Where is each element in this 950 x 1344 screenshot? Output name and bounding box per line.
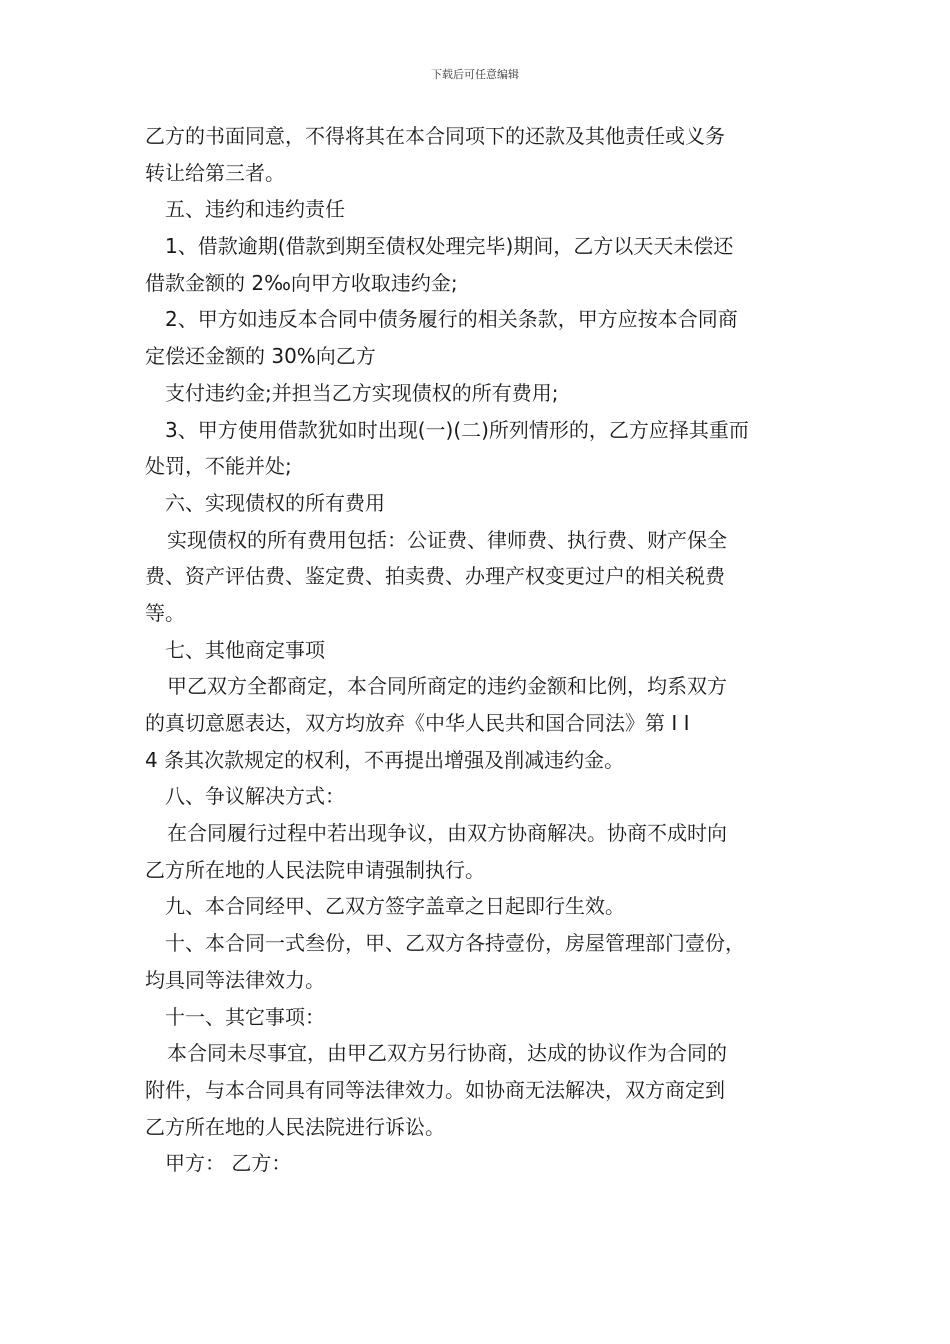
section-heading: 八、争议解决方式： — [165, 784, 345, 809]
section-heading: 十、本合同一式叁份，甲、乙双方各持壹份，房屋管理部门壹份， — [165, 931, 745, 956]
text-line: 在合同履行过程中若出现争议，由双方协商解决。协商不成时向 — [167, 821, 727, 846]
text-line: 甲乙双方全都商定，本合同所商定的违约金额和比例，均系双方 — [167, 674, 727, 699]
text-line: 乙方的书面同意，不得将其在本合同项下的还款及其他责任或义务 — [145, 124, 725, 148]
section-heading: 九、本合同经甲、乙双方签字盖章之日起即行生效。 — [165, 894, 625, 919]
page-header: 下载后可任意编辑 — [431, 68, 519, 81]
text-line: 的真切意愿表达，双方均放弃《中华人民共和国合同法》第 I I — [145, 711, 690, 735]
section-heading: 六、实现债权的所有费用 — [165, 490, 385, 515]
text-line: 本合同未尽事宜，由甲乙双方另行协商，达成的协议作为合同的 — [167, 1041, 727, 1066]
text-line: 3、甲方使用借款犹如时出现(一)(二)所列情形的，乙方应择其重而 — [165, 417, 749, 442]
section-heading: 七、其他商定事项 — [165, 637, 325, 662]
text-line: 支付违约金;并担当乙方实现债权的所有费用; — [165, 380, 559, 405]
text-line: 附件，与本合同具有同等法律效力。如协商无法解决，双方商定到 — [145, 1077, 725, 1102]
text-line: 定偿还金额的 30%向乙方 — [145, 344, 376, 369]
signature-line: 甲方： 乙方： — [165, 1151, 292, 1176]
document-body — [145, 118, 825, 1182]
text-line: 乙方所在地的人民法院进行诉讼。 — [145, 1114, 445, 1139]
text-line: 实现债权的所有费用包括：公证费、律师费、执行费、财产保全 — [167, 527, 727, 552]
text-line: 1、借款逾期(借款到期至债权处理完毕)期间，乙方以天天未偿还 — [165, 234, 734, 259]
section-heading: 五、违约和违约责任 — [165, 197, 345, 222]
text-line: 费、资产评估费、鉴定费、拍卖费、办理产权变更过户的相关税费 — [145, 564, 725, 589]
text-line: 均具同等法律效力。 — [145, 967, 325, 992]
text-line: 转让给第三者。 — [145, 160, 285, 185]
section-heading: 十一、其它事项： — [165, 1004, 325, 1029]
text-line: 4 条其次款规定的权利，不再提出增强及削减违约金。 — [145, 747, 625, 772]
text-line: 等。 — [145, 600, 185, 625]
text-line: 乙方所在地的人民法院申请强制执行。 — [145, 857, 485, 882]
text-line: 2、甲方如违反本合同中债务履行的相关条款，甲方应按本合同商 — [165, 307, 738, 332]
text-line: 处罚，不能并处; — [145, 454, 292, 479]
text-line: 借款金额的 2‰向甲方收取违约金; — [145, 270, 458, 295]
